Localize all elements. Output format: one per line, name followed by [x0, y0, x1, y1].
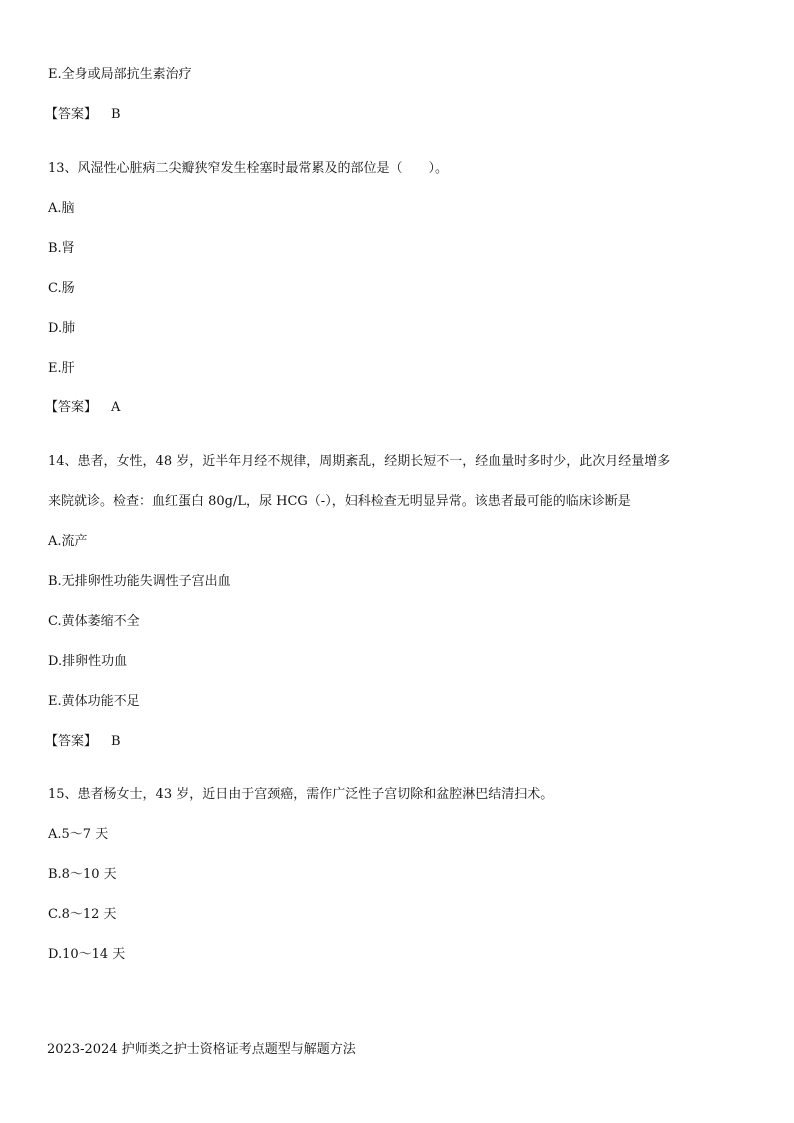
q13-answer	[45, 399, 754, 417]
q15-option-c: C.8～12 天	[48, 907, 117, 922]
q14-stem-line1: 14、患者，女性，48 岁，近半年月经不规律，周期紊乱，经期长短不一，经血量时多时少，此次月经量增多	[48, 454, 671, 469]
q15-stem: 15、患者杨女士，43 岁，近日由于宫颈癌，需作广泛性子宫切除和盆腔淋巴结清扫术。	[48, 787, 554, 802]
q14-answer	[45, 733, 754, 751]
q14-option-c: C.黄体萎缩不全	[48, 614, 140, 629]
q15-option-a: A.5～7 天	[48, 827, 109, 842]
answer-label: 【答案】	[45, 400, 98, 415]
answer-label: 【答案】	[45, 107, 98, 122]
q14-option-a: A.流产	[48, 534, 88, 549]
q14-option-d: D.排卵性功血	[48, 654, 128, 669]
q13-option-c: C.肠	[48, 281, 75, 296]
q14-stem-line2: 来院就诊。检查：血红蛋白 80g/L，尿 HCG（-），妇科检查无明显异常。该患者最可能的临床诊断是	[48, 494, 631, 509]
q13-option-a: A.脑	[48, 201, 75, 216]
q13-option-d: D.肺	[48, 321, 76, 336]
answer-value: B	[111, 107, 121, 122]
q15-option-d: D.10～14 天	[48, 947, 126, 962]
q14-option-b: B.无排卵性功能失调性子宫出血	[48, 574, 231, 589]
q15-option-b: B.8～10 天	[48, 867, 117, 882]
answer-value: A	[111, 400, 121, 415]
q13-stem: 13、风湿性心脏病二尖瓣狭窄发生栓塞时最常累及的部位是（ ）。	[48, 161, 449, 176]
answer-label: 【答案】	[45, 734, 98, 749]
q13-option-e: E.肝	[48, 361, 75, 376]
q14-option-e: E.黄体功能不足	[48, 694, 140, 709]
page-footer: 2023-2024 护师类之护士资格证考点题型与解题方法	[47, 1042, 356, 1057]
q13-option-b: B.肾	[48, 241, 75, 256]
answer-value: B	[111, 734, 121, 749]
q12-answer	[45, 106, 754, 124]
q12-option-e: E.全身或局部抗生素治疗	[48, 67, 192, 82]
